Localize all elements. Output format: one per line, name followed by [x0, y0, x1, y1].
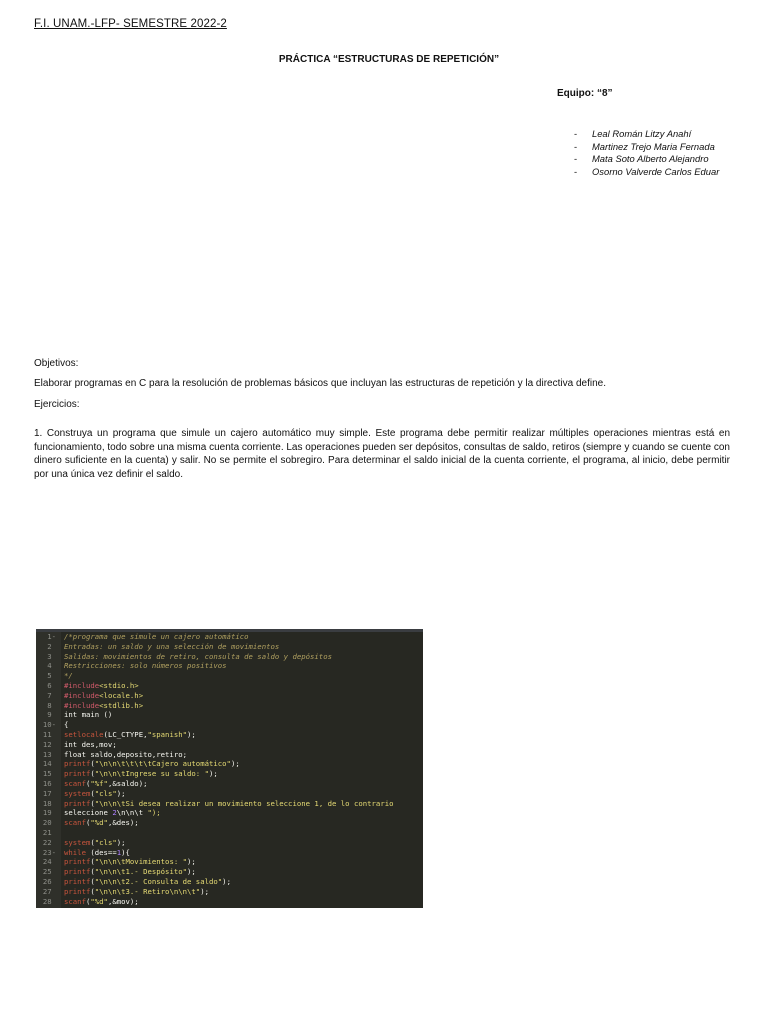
code-token: printf [64, 759, 91, 769]
code-token: ); [116, 788, 126, 798]
member-name: Leal Román Litzy Anahí [592, 128, 692, 139]
code-line [36, 740, 423, 750]
code-token: "cls" [94, 788, 117, 798]
line-number: 27 [42, 886, 56, 896]
code-line [36, 652, 423, 662]
code-token: printf [64, 876, 91, 886]
code-token: Salidas: movimientos de retiro, consulta de saldo y depósitos [64, 651, 332, 661]
line-number: 19 [42, 808, 56, 818]
code-token: ,&saldo); [107, 778, 148, 788]
line-number: 17 [42, 788, 56, 798]
code-token: int des,mov; [64, 739, 117, 749]
code-token: "spanish" [147, 729, 188, 739]
exercises-label: Ejercicios: [34, 399, 80, 410]
code-token: "cls" [94, 837, 117, 847]
line-number: 22 [42, 837, 56, 847]
line-number: 1- [47, 632, 56, 641]
code-token: ( [90, 876, 95, 886]
code-token: ); [187, 729, 196, 739]
code-token: printf [64, 798, 91, 808]
code-token: ); [116, 837, 126, 847]
code-token: ( [90, 886, 95, 896]
code-token: #include [64, 680, 100, 690]
line-number: 4 [47, 661, 56, 671]
line-number: 12 [42, 739, 56, 749]
line-number: 3 [47, 651, 56, 661]
code-line [36, 750, 423, 760]
code-line [36, 642, 423, 652]
code-token: "\n\n\tSi desea realizar un movimiento seleccione 1, de lo contrario [94, 798, 394, 808]
code-token: printf [64, 886, 91, 896]
line-number: 28 [42, 896, 56, 906]
code-token: \n\n\t [116, 808, 148, 818]
code-token: "\n\n\tMovimientos: " [94, 857, 188, 867]
objectives-text: Elaborar programas en C para la resolución de problemas básicos que incluyan las estructuras de repetición y la directiva define. [34, 378, 606, 389]
code-token: ( [90, 788, 95, 798]
code-token: "\n\n\t\t\t\tCajero automático" [94, 759, 231, 769]
code-token: ( [90, 798, 95, 808]
code-token: ( [90, 837, 95, 847]
objectives-label: Objetivos: [34, 358, 79, 369]
code-token: ( [90, 867, 95, 877]
code-token: ,&mov); [107, 896, 139, 906]
line-number: 16 [42, 778, 56, 788]
code-line [36, 808, 423, 818]
code-token: seleccione [64, 808, 113, 818]
code-token: Restricciones: solo números positivos [64, 661, 227, 671]
code-token: ( [90, 857, 95, 867]
code-token: 2 [112, 808, 117, 818]
line-number: 14 [42, 759, 56, 769]
code-token: "); [147, 808, 161, 818]
team-member [574, 141, 719, 154]
line-number: 15 [42, 769, 56, 779]
code-line [36, 857, 423, 867]
line-number: 21 [42, 827, 56, 837]
line-number: 24 [42, 857, 56, 867]
code-token: ); [187, 857, 196, 867]
code-token: ( [85, 896, 91, 906]
code-line [36, 848, 423, 858]
code-line [36, 701, 423, 711]
code-token: ( [85, 818, 91, 828]
code-token: "\n\n\t2.- Consulta de saldo" [94, 876, 223, 886]
code-token: scanf [64, 818, 86, 828]
code-token: #include [64, 700, 100, 710]
code-line [36, 632, 423, 642]
code-token: "%f" [90, 778, 108, 788]
code-line [36, 661, 423, 671]
code-token: ); [200, 886, 209, 896]
code-token: <stdio.h> [99, 680, 139, 690]
code-token: (LC_CTYPE, [103, 729, 148, 739]
practice-title: PRÁCTICA “ESTRUCTURAS DE REPETICIÓN” [278, 54, 500, 65]
code-line [36, 887, 423, 897]
line-number: 7 [47, 690, 56, 700]
code-line [36, 730, 423, 740]
code-token: system [64, 788, 91, 798]
member-name: Mata Soto Alberto Alejandro [592, 153, 709, 165]
code-token: ,&des); [107, 818, 139, 828]
team-members-list [574, 128, 719, 178]
code-token: { [64, 720, 69, 730]
exercise-1-text: 1. Construya un programa que simule un cajero automático muy simple. Este programa debe permitir realizar múltiples operaciones mientras está en funcionamiento, todo sobre una misma cuenta corriente. Las operaciones pueden ser depósitos, consultas de saldo, retiros (siempre y cuando se cuente con dinero suficiente en la cuenta) y salir. No se permite el sobregiro. Para determinar el saldo inicial de la cuenta corriente, el programa, al inicio, debe permitir por una única vez definir el saldo. [34, 428, 730, 480]
line-number: 9 [47, 710, 56, 720]
code-token: while [64, 847, 86, 857]
code-token: scanf [64, 896, 86, 906]
code-line [36, 691, 423, 701]
line-number: 13 [42, 749, 56, 759]
code-line [36, 838, 423, 848]
line-number: 26 [42, 876, 56, 886]
code-token: printf [64, 867, 91, 877]
code-line [36, 759, 423, 769]
code-token: 1 [116, 847, 122, 857]
code-token: setlocale [64, 729, 104, 739]
code-token: ); [230, 759, 240, 769]
code-token: ( [90, 769, 95, 779]
code-screenshot [36, 629, 423, 908]
team-member [574, 153, 719, 166]
code-token: scanf [64, 778, 86, 788]
code-token: printf [64, 857, 91, 867]
list-dash: - [574, 165, 578, 177]
code-token: (des== [85, 847, 117, 857]
line-number: 18 [42, 798, 56, 808]
code-token: ); [209, 769, 218, 779]
code-token: system [64, 837, 91, 847]
code-token: float saldo,deposito,retiro; [64, 749, 188, 759]
document-header: F.I. UNAM.-LFP- SEMESTRE 2022-2 [34, 18, 227, 30]
code-line [36, 671, 423, 681]
member-name: Martinez Trejo Maria Fernada [592, 140, 715, 152]
team-member [574, 128, 719, 141]
team-label: Equipo: “8” [557, 88, 613, 99]
code-line [36, 720, 423, 730]
line-number: 5 [47, 671, 56, 681]
line-number: 10- [42, 720, 56, 730]
code-token: int main () [64, 710, 113, 720]
line-number: 23- [42, 847, 56, 857]
code-token: "%d" [90, 818, 108, 828]
line-number: 11 [42, 729, 56, 739]
code-token: ); [187, 867, 196, 877]
list-dash: - [574, 128, 578, 139]
code-token: ){ [121, 847, 130, 857]
member-name: Osorno Valverde Carlos Eduar [592, 165, 720, 177]
code-token: printf [64, 769, 91, 779]
code-token: /*programa que simule un cajero automático [64, 632, 249, 641]
code-token: Entradas: un saldo y una selección de movimientos [64, 641, 280, 651]
code-line [36, 681, 423, 691]
code-line [36, 818, 423, 828]
code-line [36, 897, 423, 907]
code-line [36, 779, 423, 789]
line-number: 8 [47, 700, 56, 710]
team-member [574, 166, 719, 179]
code-token: ( [90, 759, 95, 769]
code-body [36, 632, 423, 906]
code-line [36, 828, 423, 838]
code-token: ); [222, 876, 231, 886]
code-token: "\n\n\t1.- Despósito" [94, 867, 188, 877]
code-line [36, 769, 423, 779]
code-token: "\n\n\t3.- Retiro\n\n\t" [94, 886, 201, 896]
code-line [36, 867, 423, 877]
code-line [36, 877, 423, 887]
line-number: 20 [42, 818, 56, 828]
code-line [36, 710, 423, 720]
code-token: <stdlib.h> [99, 700, 144, 710]
list-dash: - [574, 153, 578, 165]
line-number: 25 [42, 867, 56, 877]
code-line [36, 799, 423, 809]
line-number: 6 [47, 680, 56, 690]
code-token: */ [64, 671, 73, 681]
code-token: #include [64, 690, 100, 700]
code-line [36, 789, 423, 799]
code-token: <locale.h> [99, 690, 144, 700]
code-token: ( [85, 778, 91, 788]
list-dash: - [574, 140, 578, 152]
line-number: 2 [47, 641, 56, 651]
code-token: "%d" [90, 896, 108, 906]
code-token: "\n\n\tIngrese su saldo: " [94, 769, 209, 779]
